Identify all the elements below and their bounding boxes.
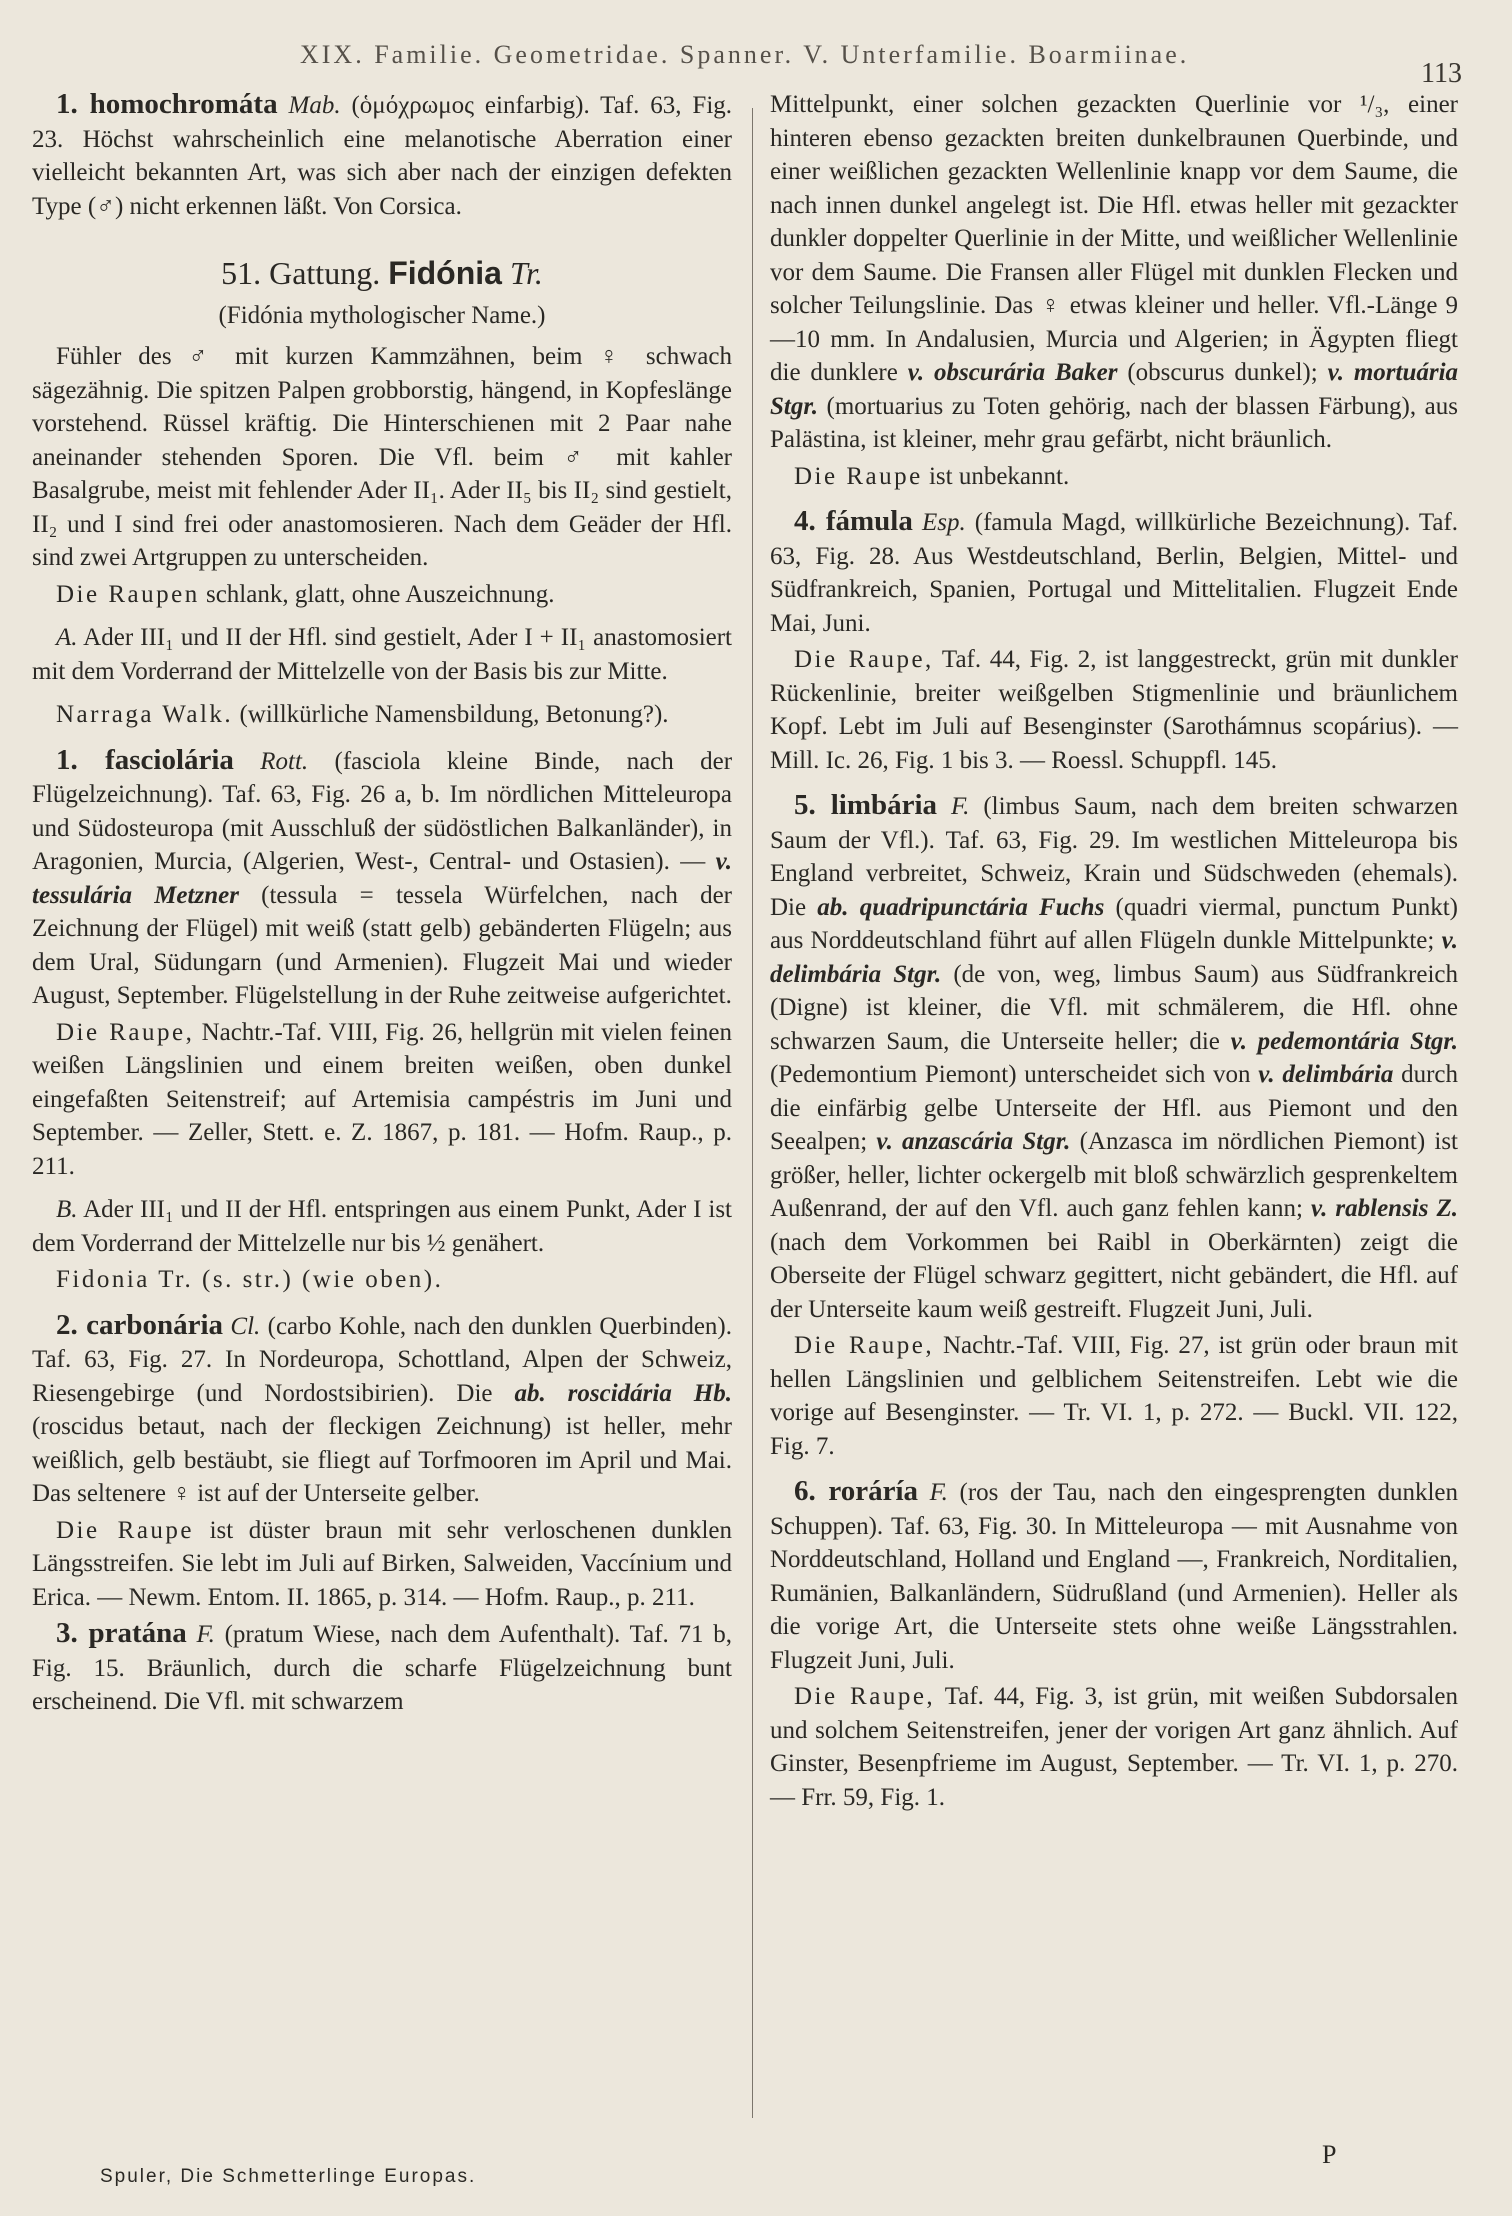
- larva-label: Die Raupen: [56, 580, 200, 608]
- species-text: (roscidus betaut, nach der fleckigen Zeichnung) ist heller, mehr weißlich, gelb bestäubt, sie fliegt auf Torfmooren im April und Mai. Das seltenere ♀ ist auf der Unterseite gelber.: [32, 1413, 732, 1507]
- section-label: A.: [56, 624, 78, 651]
- species-text: (fasciola kleine Binde, nach der Flügelzeichnung). Taf. 63, Fig. 26 a, b. Im nördlichen Mitteleuropa und Südosteuropa (mit Ausschluß der südöstlichen Balkanländer), in Aragonien, Murcia, (Algerien, West-, Central- und Ostasien). —: [32, 747, 733, 875]
- species-text: (de von, weg, limbus Saum) aus Südfrankreich (Digne) ist kleiner, die Vfl. mit schmälerem, die Hfl. ohne schwarzen Saum, die Unterseite heller; die: [770, 960, 1459, 1055]
- species-author: F.: [196, 1621, 215, 1648]
- species-entry-limbaria: [770, 789, 1458, 1326]
- species-text: (obscurus dunkel);: [1127, 359, 1318, 386]
- section-text: Ader III₁ und II der Hfl. sind gestielt, Ader I + II₁ anastomosiert mit dem Vorderrand der Mittelzelle von der Basis bis zur Mitte.: [32, 624, 733, 685]
- species-text: (ὁμόχρωμος einfarbig). Taf. 63, Fig. 23. Höchst wahrscheinlich eine melanotische Aberration einer vielleicht bekannten Art, was sich aber nach der einzigen defekten Type (♂) nicht erkennen läßt. Von Corsica.: [32, 92, 733, 220]
- left-column: [32, 88, 732, 2156]
- larva-text: ist düster braun mit sehr verloschenen dunklen Längsstreifen. Sie lebt im Juli auf Birken, Salweiden, Vaccínium und Erica. — Newm. Entom. II. 1865, p. 314. — Hofm. Raup., p. 211.: [32, 1516, 732, 1611]
- species-entry-homochromata: [32, 88, 732, 223]
- species-text: durch die einfärbig gelbe Unterseite der Hfl. aus Piemont und den Seealpen;: [770, 1061, 1459, 1155]
- species-author: Rott.: [260, 747, 309, 775]
- larva-paragraph: [770, 1680, 1458, 1814]
- section-b: [32, 1193, 732, 1260]
- variety-name: v. mortuária Stgr.: [770, 359, 1459, 420]
- larva-paragraph: [770, 1329, 1458, 1463]
- species-entry-roraria: [770, 1475, 1458, 1677]
- larva-paragraph: [770, 643, 1458, 777]
- running-title: XIX. Familie. Geometridae. Spanner. V. Unterfamilie. Boarmiinae.: [300, 40, 1190, 69]
- species-author: Esp.: [921, 509, 966, 536]
- section-label: B.: [56, 1196, 78, 1223]
- larva-label: Die Raupe: [56, 1516, 195, 1544]
- species-text: (ros der Tau, nach den eingesprengten dunklen Schuppen). Taf. 63, Fig. 30. In Mitteleuropa — mit Ausnahme von Norddeutschland, Holland und England —, Frankreich, Norditalien, Rumänien, Balkanländern, Südrußland (und Armenien). Heller als die vorige Art, die Unterseite stets ohne weiße Längsstrahlen. Flugzeit Juni, Juli.: [770, 1479, 1459, 1674]
- species-text: (famula Magd, willkürliche Bezeichnung). Taf. 63, Fig. 28. Aus Westdeutschland, Berlin, Belgien, Mittel- und Südfrankreich, Spanien, Portugal und Mittelitalien. Flugzeit Ende Mai, Juni.: [770, 509, 1459, 637]
- larva-label: Die Raupe,: [56, 1018, 195, 1046]
- species-text: (nach dem Vorkommen bei Raibl in Oberkärnten) zeigt die Oberseite der Flügel schwarz gegittert, nicht gebändert, die Hfl. auf der Unterseite kaum weiß gestreift. Flugzeit Juni, Juli.: [770, 1228, 1458, 1323]
- species-author: Cl.: [230, 1312, 261, 1340]
- species-text: Mittelpunkt, einer solchen gezackten Querlinie vor ¹/₃, einer hinteren ebenso gezackten breiten dunkelbraunen Querbinde, und einer weißlichen gezackten Wellenlinie knapp vor dem Saume, die nach innen dunkel angelegt ist. Die Hfl. etwas heller mit gezackter dunkler doppelter Querlinie in der Mitte, und weißlicher Wellenlinie vor dem Saume. Die Fransen aller Flügel mit dunklen Flecken und solcher Teilungslinie. Das ♀ etwas kleiner und heller. Vfl.-Länge 9—10 mm. In Andalusien, Murcia und Algerien; in Ägypten fliegt die dunklere: [770, 91, 1458, 386]
- page-header: [0, 28, 1512, 88]
- variety-name: v. obscurária Baker: [907, 359, 1118, 386]
- larva-text: Taf. 44, Fig. 2, ist langgestreckt, grün mit dunkler Rückenlinie, breiter weißgelben Stigmenlinie und bräunlichem Kopf. Lebt im Juli auf Besenginster (Sarothámnus scopárius). — Mill. Ic. 26, Fig. 1 bis 3. — Roessl. Schuppfl. 145.: [770, 646, 1458, 774]
- species-name: 2. carbonária: [56, 1308, 224, 1341]
- larva-label: Die Raupe: [794, 462, 923, 490]
- species-name: 5. limbária: [794, 789, 938, 821]
- larva-text: schlank, glatt, ohne Auszeichnung.: [205, 580, 555, 608]
- variety-name: v. delimbária: [1258, 1061, 1394, 1088]
- section-a: [32, 621, 732, 688]
- column-divider: [752, 108, 753, 2118]
- genus-number: 51. Gattung.: [221, 255, 381, 291]
- species-name: 6. roráría: [794, 1475, 918, 1507]
- larva-label: Die Raupe,: [794, 646, 934, 673]
- variety-name: v. pedemontária Stgr.: [1230, 1027, 1458, 1055]
- larva-text: Taf. 44, Fig. 3, ist grün, mit weißen Subdorsalen und solchem Seitenstreifen, jener der vorigen Art ganz ähnlich. Auf Ginster, Besenpfrieme im August, September. — Tr. VI. 1, p. 270. — Frr. 59, Fig. 1.: [770, 1683, 1458, 1811]
- species-text: (tessula = tessela Würfelchen, nach der Zeichnung der Flügel) mit weiß (statt gelb) gebänderten Flügeln; aus dem Ural, Südungarn (und Armenien). Flugzeit Mai und wieder August, September. Flügelstellung in der Ruhe zeitweise aufgerichtet.: [32, 881, 733, 1009]
- variety-name: v. delimbária Stgr.: [770, 927, 1459, 988]
- genus-larva-note: [32, 578, 732, 612]
- subgenus-text: (willkürliche Namensbildung, Betonung?).: [239, 701, 669, 728]
- right-column: [770, 88, 1458, 2156]
- species-name: 3. pratána: [56, 1617, 187, 1649]
- species-entry-famula: [770, 505, 1458, 640]
- larva-text: Nachtr.-Taf. VIII, Fig. 26, hellgrün mit vielen feinen weißen Längslinien und einem breiten weißen, oben dunkel eingefaßten Seitenstreif; auf Artemisia campéstris im Juni und September. — Zeller, Stett. e. Z. 1867, p. 181. — Hofm. Raup., p. 211.: [32, 1018, 733, 1180]
- species-name: 4. fámula: [794, 505, 913, 537]
- species-author: Mab.: [288, 92, 341, 119]
- variety-name: ab. quadripunctária Fuchs: [817, 893, 1105, 921]
- species-entry-fascilaria: [32, 744, 732, 1013]
- larva-text: Nachtr.-Taf. VIII, Fig. 27, ist grün oder braun mit hellen Längslinien und gelblichem Seitenstreifen. Lebt wie die vorige auf Besenginster. — Tr. VI. 1, p. 272. — Buckl. VII. 122, Fig. 7.: [770, 1332, 1459, 1460]
- genus-author: Tr.: [509, 255, 543, 291]
- species-text: (carbo Kohle, nach den dunklen Querbinden). Taf. 63, Fig. 27. In Nordeuropa, Schottland, Alpen der Schweiz, Riesengebirge (und Nordostsibirien). Die: [32, 1312, 732, 1407]
- species-text: (limbus Saum, nach dem breiten schwarzen Saum der Vfl.). Taf. 63, Fig. 29. Im westlichen Mitteleuropa bis England verbreitet, Schweiz, Krain und Südschweden (ehemals). Die: [770, 793, 1458, 921]
- continued-pratana: [770, 88, 1458, 457]
- signature-mark: P: [1322, 2140, 1337, 2169]
- larva-label: Die Raupe,: [794, 1332, 935, 1359]
- variety-name: ab. roscidária Hb.: [514, 1379, 733, 1407]
- species-entry-pratana: [32, 1617, 732, 1719]
- species-text: (pratum Wiese, nach dem Aufenthalt). Taf. 71 b, Fig. 15. Bräunlich, durch die scharfe Flügelzeichnung bunt erscheinend. Die Vfl. mit schwarzem: [32, 1621, 733, 1715]
- species-text: (mortuarius zu Toten gehörig, nach der blassen Färbung), aus Palästina, ist kleiner, mehr grau gefärbt, nicht bräunlich.: [770, 392, 1459, 453]
- genus-etymology: (Fidónia mythologischer Name.): [218, 301, 546, 329]
- section-text: Ader III₁ und II der Hfl. entspringen aus einem Punkt, Ader I ist dem Vorderrand der Mittelzelle nur bis ½ genähert.: [32, 1196, 732, 1257]
- larva-paragraph: [32, 1514, 732, 1615]
- larva-text: ist unbekannt.: [928, 462, 1070, 490]
- species-author: F.: [929, 1479, 948, 1506]
- subgenus-fidonia: Fidonia Tr. (s. str.) (wie oben).: [56, 1266, 444, 1293]
- larva-label: Die Raupe,: [794, 1683, 936, 1710]
- larva-paragraph: [770, 460, 1458, 494]
- species-name: 1. fasciolária: [56, 743, 234, 776]
- genus-name: Fidónia: [388, 255, 502, 291]
- subgenus-narraga: [32, 698, 732, 732]
- larva-paragraph: [32, 1016, 732, 1184]
- book-footer: Spuler, Die Schmetterlinge Europas.: [100, 2166, 477, 2187]
- species-text: (quadri viermal, punctum Punkt) aus Norddeutschland führt auf allen Flügeln dunkle Mittelpunkte;: [770, 893, 1459, 954]
- species-author: F.: [951, 793, 970, 820]
- species-text: (Pedemontium Piemont) unterscheidet sich von: [770, 1061, 1251, 1088]
- genus-heading: [32, 257, 732, 291]
- variety-name: v. tessulária Metzner: [32, 848, 732, 909]
- species-name: 1. homochromáta: [56, 88, 278, 120]
- subgenus-name: Narraga Walk.: [56, 701, 234, 728]
- page-number: 113: [1421, 58, 1462, 89]
- genus-description: Fühler des ♂ mit kurzen Kammzähnen, beim ♀ schwach sägezähnig. Die spitzen Palpen grobborstig, hängend, in Kopfeslänge vorstehend. Rüssel kräftig. Die Hinterschienen mit 2 Paar nahe aneinander stehenden Sporen. Die Vfl. beim ♂ mit kahler Basalgrube, meist mit fehlender Ader II₁. Ader II₅ bis II₂ sind gestielt, II₂ und I sind frei oder anastomosieren. Nach dem Geäder der Hfl. sind zwei Artgruppen zu unterscheiden.: [32, 343, 732, 571]
- species-text: (Anzasca im nördlichen Piemont) ist größer, heller, lichter ockergelb mit bloß schwärzlich gesprenkeltem Außenrand, der auf den Vfl. auch ganz fehlen kann;: [770, 1128, 1458, 1222]
- variety-name: v. rablensis Z.: [1310, 1195, 1459, 1222]
- variety-name: v. anzascária Stgr.: [876, 1128, 1071, 1155]
- species-entry-carbonaria: [32, 1309, 732, 1511]
